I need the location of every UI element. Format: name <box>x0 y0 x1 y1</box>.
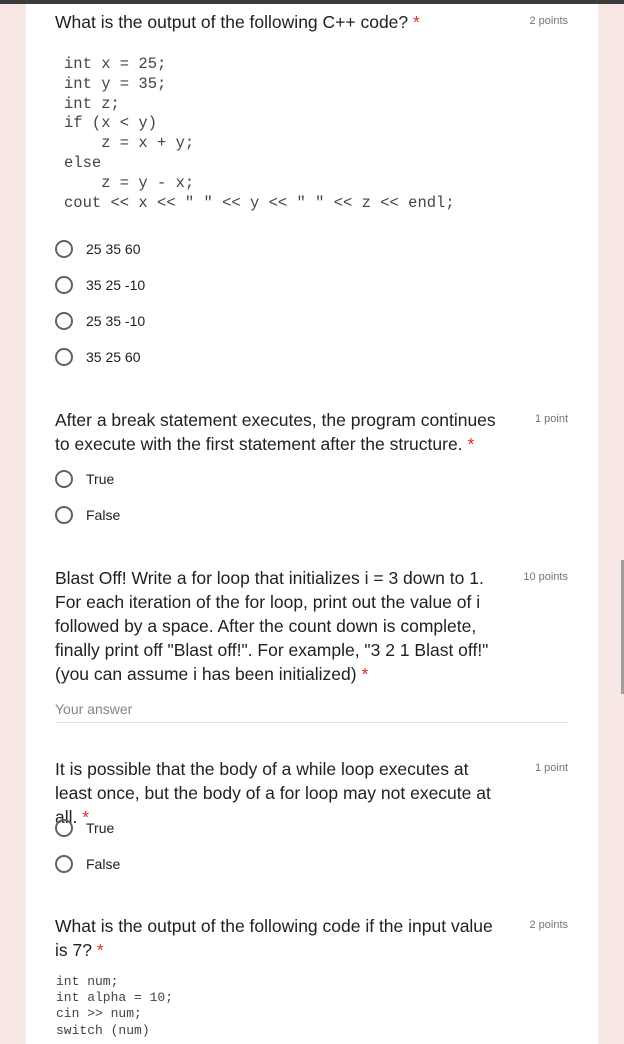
question-2-points: 1 point <box>534 413 568 425</box>
question-1 <box>55 10 570 212</box>
option-label: 25 35 60 <box>86 241 141 257</box>
question-1-option-4[interactable] <box>55 346 141 368</box>
required-mark: * <box>467 434 475 454</box>
question-5-code: int num; int alpha = 10; cin >> num; switch (num) <box>56 974 174 1038</box>
option-label: 35 25 60 <box>86 349 141 365</box>
question-3 <box>55 566 570 686</box>
question-5-text: What is the output of the following code if the input value is 7? <box>55 916 493 960</box>
required-mark: * <box>82 807 90 827</box>
radio-button[interactable] <box>55 819 73 837</box>
question-5-points: 2 points <box>529 919 568 931</box>
question-2-option-false[interactable] <box>55 504 120 526</box>
option-label: False <box>86 507 121 523</box>
form-card <box>26 4 598 1044</box>
question-1-code: int x = 25; int y = 35; int z; if (x < y) z = x + y; else z = y - x; cout << x << " " << y << " " << z << endl; <box>64 55 455 212</box>
question-3-title <box>55 566 510 686</box>
question-5 <box>55 914 570 1038</box>
question-2-option-true[interactable] <box>55 468 114 490</box>
radio-button[interactable] <box>55 276 73 294</box>
required-mark: * <box>96 940 104 960</box>
question-1-option-1[interactable] <box>55 238 141 260</box>
question-4 <box>55 757 570 829</box>
radio-button[interactable] <box>55 470 73 488</box>
question-1-points: 2 points <box>529 15 568 27</box>
radio-button[interactable] <box>55 240 73 258</box>
option-label: True <box>86 820 115 836</box>
option-label: 25 35 -10 <box>86 313 146 329</box>
question-1-option-3[interactable] <box>55 310 145 332</box>
required-mark: * <box>361 664 369 684</box>
question-5-title <box>55 914 510 962</box>
required-mark: * <box>413 12 420 32</box>
radio-button[interactable] <box>55 348 73 366</box>
question-2-text: After a break statement executes, the program continues to execute with the first statement after the structure. <box>55 410 496 454</box>
question-4-points: 1 point <box>534 762 568 774</box>
question-2-title <box>55 408 510 456</box>
question-4-option-true[interactable] <box>55 817 114 839</box>
question-1-text: What is the output of the following C++ code? <box>55 12 409 32</box>
question-4-title <box>55 757 510 829</box>
option-label: False <box>86 856 121 872</box>
question-1-option-2[interactable] <box>55 274 145 296</box>
question-2 <box>55 408 570 456</box>
radio-button[interactable] <box>55 506 73 524</box>
option-label: 35 25 -10 <box>86 277 146 293</box>
question-3-text: Blast Off! Write a for loop that initializes i = 3 down to 1. For each iteration of the for loop, print out the value of i followed by a space. After the count down is complete, finally print off "Blast off!". For example, "3 2 1 Blast off!"(you can assume i has been initialized) <box>55 568 489 684</box>
answer-input[interactable] <box>55 696 568 723</box>
question-1-title <box>55 10 510 34</box>
question-4-option-false[interactable] <box>55 853 120 875</box>
question-4-text: It is possible that the body of a while loop executes at least once, but the body of a for loop may not execute at all. <box>55 759 491 827</box>
radio-button[interactable] <box>55 855 73 873</box>
radio-button[interactable] <box>55 312 73 330</box>
question-3-points: 10 points <box>523 571 568 583</box>
option-label: True <box>86 471 115 487</box>
